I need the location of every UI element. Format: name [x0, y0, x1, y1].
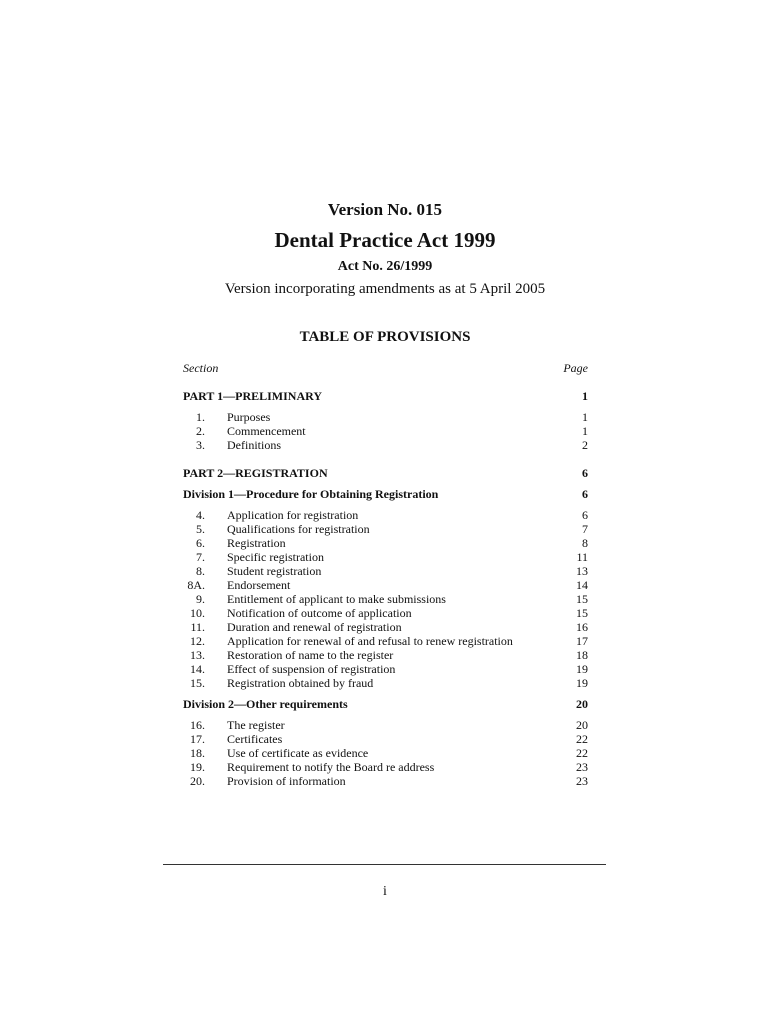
section-number: 3. — [196, 438, 205, 452]
toc-entry — [183, 648, 588, 662]
section-page: 13 — [576, 564, 588, 578]
section-page: 6 — [582, 508, 588, 522]
toc-entry — [183, 578, 588, 592]
section-page: 19 — [576, 676, 588, 690]
part-heading — [183, 389, 588, 403]
section-title: Requirement to notify the Board re address — [227, 760, 435, 774]
section-title: Duration and renewal of registration — [227, 620, 402, 634]
part-title: PART 2—REGISTRATION — [183, 466, 328, 480]
section-title: Provision of information — [227, 774, 346, 788]
division-page: 6 — [582, 487, 588, 501]
amendment-note: Version incorporating amendments as at 5 April 2005 — [224, 281, 546, 297]
toc-entry — [183, 606, 588, 620]
division1-section-list — [183, 508, 588, 690]
section-page: 1 — [582, 424, 588, 438]
toc-entry — [183, 438, 588, 452]
section-title: Restoration of name to the register — [227, 648, 394, 662]
section-title: Registration — [227, 536, 286, 550]
section-number: 19. — [190, 760, 205, 774]
toc-heading: TABLE OF PROVISIONS — [299, 329, 471, 345]
section-title: Notification of outcome of application — [227, 606, 412, 620]
section-number: 8A. — [187, 578, 205, 592]
toc-entry — [183, 732, 588, 746]
section-number: 11. — [190, 620, 205, 634]
section-title: Purposes — [227, 410, 271, 424]
section-page: 14 — [576, 578, 588, 592]
section-number: 18. — [190, 746, 205, 760]
section-number: 15. — [190, 676, 205, 690]
section-page: 7 — [582, 522, 588, 536]
section-number: 13. — [190, 648, 205, 662]
section-number: 5. — [196, 522, 205, 536]
section-number: 10. — [190, 606, 205, 620]
division-heading — [183, 697, 588, 711]
section-number: 1. — [196, 410, 205, 424]
section-page: 22 — [576, 746, 588, 760]
section-page: 23 — [576, 774, 588, 788]
section-number: 20. — [190, 774, 205, 788]
section-title: Application for registration — [227, 508, 359, 522]
toc-entry — [183, 718, 588, 732]
section-page: 23 — [576, 760, 588, 774]
section-number: 7. — [196, 550, 205, 564]
division-page: 20 — [576, 697, 588, 711]
toc-entry — [183, 564, 588, 578]
section-page: 15 — [576, 606, 588, 620]
toc-entry — [183, 592, 588, 606]
division-heading — [183, 487, 588, 501]
section-number: 16. — [190, 718, 205, 732]
toc-entry — [183, 662, 588, 676]
section-page: 8 — [582, 536, 588, 550]
toc-entry — [183, 760, 588, 774]
section-title: Qualifications for registration — [227, 522, 370, 536]
part1-section-list — [183, 410, 588, 452]
section-number: 14. — [190, 662, 205, 676]
section-page: 15 — [576, 592, 588, 606]
part-title: PART 1—PRELIMINARY — [183, 389, 323, 403]
section-page: 11 — [576, 550, 588, 564]
section-page: 19 — [576, 662, 588, 676]
section-number: 17. — [190, 732, 205, 746]
division-title: Division 1—Procedure for Obtaining Registration — [183, 487, 439, 501]
section-title: Entitlement of applicant to make submissions — [227, 592, 446, 606]
toc-entry — [183, 410, 588, 424]
part-page: 6 — [582, 466, 588, 480]
section-page: 1 — [582, 410, 588, 424]
section-number: 4. — [196, 508, 205, 522]
section-title: Use of certificate as evidence — [227, 746, 369, 760]
section-number: 6. — [196, 536, 205, 550]
section-title: The register — [227, 718, 285, 732]
part-heading — [183, 466, 588, 480]
table-of-provisions — [183, 389, 588, 788]
column-header-section: Section — [183, 361, 219, 375]
toc-entry — [183, 508, 588, 522]
section-page: 16 — [576, 620, 588, 634]
footer-divider — [163, 864, 606, 865]
section-page: 20 — [576, 718, 588, 732]
toc-entry — [183, 550, 588, 564]
version-number: Version No. 015 — [327, 200, 443, 219]
page-number: i — [383, 884, 387, 899]
part-page: 1 — [582, 389, 588, 403]
section-title: Registration obtained by fraud — [227, 676, 374, 690]
toc-entry — [183, 424, 588, 438]
division2-section-list — [183, 718, 588, 788]
section-number: 12. — [190, 634, 205, 648]
section-title: Student registration — [227, 564, 322, 578]
toc-entry — [183, 774, 588, 788]
toc-entry — [183, 522, 588, 536]
section-title: Endorsement — [227, 578, 291, 592]
section-number: 2. — [196, 424, 205, 438]
section-title: Definitions — [227, 438, 281, 452]
section-number: 9. — [196, 592, 205, 606]
section-page: 2 — [582, 438, 588, 452]
act-number: Act No. 26/1999 — [337, 259, 433, 274]
toc-entry — [183, 634, 588, 648]
section-page: 22 — [576, 732, 588, 746]
toc-entry — [183, 676, 588, 690]
section-title: Specific registration — [227, 550, 324, 564]
column-header-page: Page — [563, 361, 588, 375]
toc-entry — [183, 536, 588, 550]
section-title: Commencement — [227, 424, 306, 438]
section-page: 17 — [576, 634, 588, 648]
section-number: 8. — [196, 564, 205, 578]
toc-entry — [183, 620, 588, 634]
toc-entry — [183, 746, 588, 760]
section-page: 18 — [576, 648, 588, 662]
section-title: Application for renewal of and refusal to renew registration — [227, 634, 513, 648]
section-title: Effect of suspension of registration — [227, 662, 396, 676]
act-title: Dental Practice Act 1999 — [274, 228, 496, 252]
section-title: Certificates — [227, 732, 283, 746]
division-title: Division 2—Other requirements — [183, 697, 348, 711]
